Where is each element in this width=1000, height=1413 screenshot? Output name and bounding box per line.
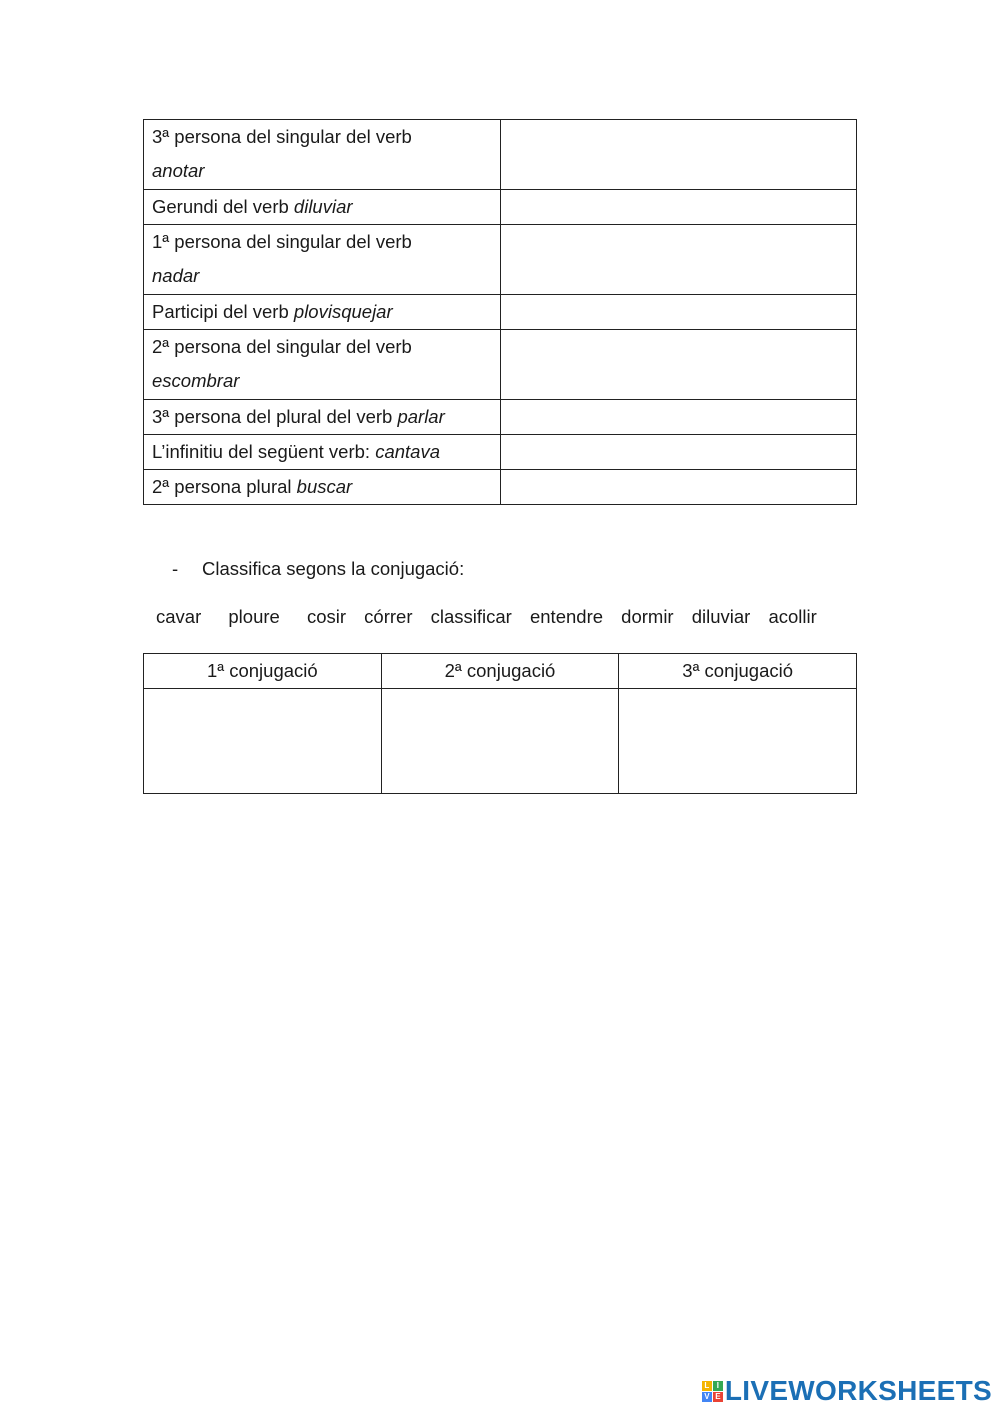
logo-badge-icon [702,1381,723,1402]
question-prefix: 2ª persona plural [152,476,297,497]
badge-letter: E [713,1392,723,1402]
question-cell [144,190,501,225]
badge-letter: V [702,1392,712,1402]
table-row [144,225,857,295]
question-verb: anotar [152,160,205,181]
question-cell [144,120,501,190]
answer-cell [501,470,857,505]
answer-cell [501,295,857,330]
word-bank-item[interactable]: classificar [430,606,512,627]
conjugation-table [143,653,857,794]
badge-letter: L [702,1381,712,1391]
drop-cell-1st-conjugation[interactable] [144,689,382,794]
word-bank-item[interactable]: diluviar [691,606,751,627]
word-bank-item[interactable]: acollir [768,606,817,627]
badge-letter: I [713,1381,723,1391]
question-cell [144,435,501,470]
answer-input[interactable] [501,295,856,329]
answer-input[interactable] [501,470,856,504]
question-verb: escombrar [152,370,240,391]
table-header-row [144,654,857,689]
answer-input[interactable] [501,190,856,224]
question-cell [144,400,501,435]
word-bank-item[interactable]: entendre [529,606,604,627]
question-prefix: L’infinitiu del següent verb: [152,441,376,462]
question-prefix: Gerundi del verb [152,196,294,217]
word-bank-item[interactable]: cavar [156,606,202,627]
question-verb: nadar [152,265,200,286]
word-bank [156,604,830,630]
table-row [144,689,857,794]
logo-wordmark: LIVEWORKSHEETS [724,1375,992,1406]
bullet-dash: - [172,558,179,579]
question-prefix: 3ª persona del plural del verb [152,406,398,427]
table-row [144,190,857,225]
answer-cell [501,435,857,470]
question-cell [144,295,501,330]
answer-cell [501,400,857,435]
question-verb: parlar [397,406,445,427]
question-verb: diluviar [293,196,353,217]
answer-input[interactable] [501,330,856,399]
table-row [144,435,857,470]
liveworksheets-logo [702,1375,992,1407]
table-row [144,470,857,505]
instruction-text: Classifica segons la conjugació: [202,558,465,579]
answer-input[interactable] [501,225,856,294]
drop-area[interactable] [144,689,381,793]
table-row [144,120,857,190]
drop-cell-3rd-conjugation[interactable] [619,689,857,794]
verb-table [143,119,857,505]
instruction [172,556,464,582]
question-verb: cantava [375,441,440,462]
question-prefix: Participi del verb [152,301,294,322]
question-verb: buscar [296,476,353,497]
column-header-1st-conjugation: 1ª conjugació [144,654,382,689]
question-verb: plovisquejar [293,301,393,322]
table-row [144,295,857,330]
question-cell [144,225,501,295]
drop-area[interactable] [382,689,619,793]
question-cell [144,470,501,505]
answer-cell [501,120,857,190]
question-prefix: 2ª persona del singular del verb [152,336,412,357]
answer-cell [501,190,857,225]
table-row [144,400,857,435]
word-bank-item[interactable]: cosir [306,606,347,627]
question-prefix: 3ª persona del singular del verb [152,126,412,147]
answer-cell [501,330,857,400]
drop-cell-2nd-conjugation[interactable] [381,689,619,794]
word-bank-item[interactable]: dormir [621,606,674,627]
answer-input[interactable] [501,435,856,469]
word-bank-item[interactable]: ploure [228,606,280,627]
column-header-3rd-conjugation: 3ª conjugació [619,654,857,689]
question-prefix: 1ª persona del singular del verb [152,231,412,252]
drop-area[interactable] [619,689,856,793]
answer-input[interactable] [501,120,856,189]
column-header-2nd-conjugation: 2ª conjugació [381,654,619,689]
table-row [144,330,857,400]
word-bank-item[interactable]: córrer [364,606,413,627]
answer-input[interactable] [501,400,856,434]
answer-cell [501,225,857,295]
question-cell [144,330,501,400]
